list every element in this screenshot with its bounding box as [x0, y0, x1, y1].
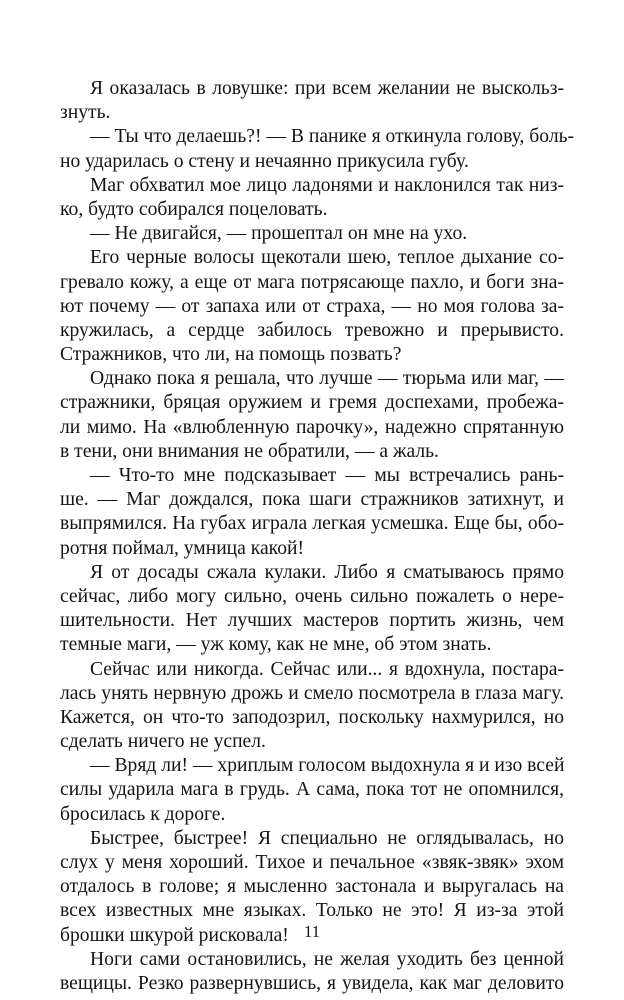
text-line: — Что-то мне подсказывает — мы встречались рань-	[90, 465, 564, 486]
text-line: сейчас, либо могу сильно, очень сильно пожалеть о нере-	[60, 585, 564, 607]
text-line: слух у меня хороший. Тихое и печальное «звяк-звяк» эхом	[60, 852, 564, 873]
text-line: ко, будто собирался поцеловать.	[60, 198, 328, 220]
text-line: Ноги сами остановились, не желая уходить без ценной	[90, 948, 564, 970]
paragraph	[60, 125, 575, 173]
text-line: Быстрее, быстрее! Я специально не оглядывалась, но	[90, 827, 564, 849]
text-line: ли мимо. На «влюбленную парочку», надежно спрятанную	[60, 416, 564, 438]
text-line: гревало кожу, а еще от мага потрясающе пахло, и боги зна-	[60, 271, 564, 293]
text-line: Кажется, он что-то заподозрил, поскольку нахмурился, но	[60, 706, 564, 728]
paragraph	[60, 77, 564, 125]
text-line: лась унять нервную дрожь и смело посмотрела в глаза магу.	[60, 682, 564, 704]
paragraph	[60, 658, 564, 755]
text-line: отдалось в голове; я мысленно застонала и выругалась на	[60, 876, 564, 898]
text-line: Я от досады сжала кулаки. Либо я сматываюсь прямо	[90, 561, 564, 583]
text-line: сделать ничего не успел.	[60, 731, 266, 753]
paragraph	[60, 222, 564, 246]
text-line: выпрямился. На губах играла легкая усмешка. Еще бы, обо-	[60, 513, 564, 535]
text-line: Маг обхватил мое лицо ладонями и наклонился так низ-	[90, 174, 564, 196]
text-line: брошки шкурой рисковала!	[60, 924, 289, 946]
text-line: всех известных мне языках. Только не это! Я из-за этой	[60, 900, 564, 922]
text-line: ют почему — от запаха или от страха, — но моя голова за-	[60, 295, 564, 317]
paragraph	[60, 948, 564, 996]
text-line: бросилась к дороге.	[60, 803, 226, 825]
text-line: темные маги, — уж кому, как не мне, об этом знать.	[60, 634, 492, 656]
text-line: знуть.	[60, 102, 111, 124]
text-line: шительности. Нет лучших мастеров портить жизнь, чем	[60, 610, 564, 632]
text-line: ше. — Маг дождался, пока шаги стражников затихнут, и	[60, 489, 564, 511]
text-line: Его черные волосы щекотали шею, теплое дыхание со-	[90, 247, 564, 269]
text-line: вещицы. Резко развернувшись, я увидела, как маг деловито	[60, 972, 564, 994]
text-line: кружилась, а сердце забилось тревожно и прерывисто.	[60, 319, 564, 341]
text-line: Однако пока я решала, что лучше — тюрьма или маг, —	[90, 368, 564, 390]
paragraph	[60, 464, 564, 561]
text-line: Я оказалась в ловушке: при всем желании не выскольз-	[90, 78, 564, 99]
text-line: ротня поймал, умница какой!	[60, 537, 305, 559]
text-line: — Вряд ли! — хриплым голосом выдохнула я и изо всей	[90, 755, 565, 777]
paragraph	[60, 174, 564, 222]
text-line: в тени, они внимания не обратили, — а жаль.	[60, 440, 439, 462]
text-line: Сейчас или никогда. Сейчас или... я вдохнула, постара-	[90, 658, 564, 680]
paragraph	[60, 561, 564, 658]
text-line: силы ударила мага в грудь. А сама, пока тот не опомнился,	[60, 779, 564, 801]
text-line: — Не двигайся, — прошептал он мне на ухо.	[90, 223, 468, 245]
paragraph	[60, 754, 564, 827]
paragraph	[60, 367, 564, 464]
text-line: стражники, бряцая оружием и гремя доспехами, пробежа-	[60, 392, 564, 414]
paragraph	[60, 246, 564, 367]
text-line: Стражников, что ли, на помощь позвать?	[60, 344, 402, 366]
page-number: 11	[303, 922, 321, 941]
body-text	[60, 77, 575, 996]
text-line: — Ты что делаешь?! — В панике я откинула голову, боль-	[90, 126, 575, 148]
text-line: но ударилась о стену и нечаянно прикусила губу.	[60, 150, 469, 172]
